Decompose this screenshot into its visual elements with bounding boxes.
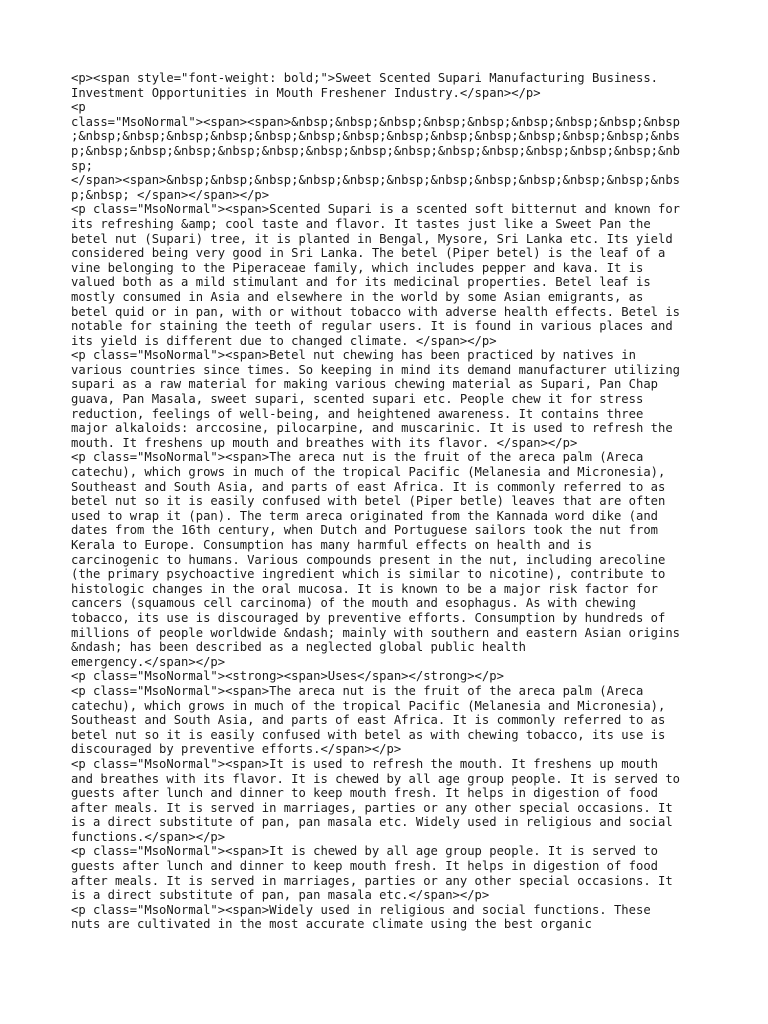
text-line: p;&nbsp; </span></span></p> xyxy=(71,187,270,202)
text-line: Kerala to Europe. Consumption has many harmful effects on health and is xyxy=(71,538,592,552)
text-line: p;&nbsp;&nbsp;&nbsp;&nbsp;&nbsp;&nbsp;&nbsp;&nbsp;&nbsp;&nbsp;&nbsp;&nbsp;&nbsp;&nb xyxy=(71,143,681,158)
text-line: millions of people worldwide &ndash; mainly with southern and eastern Asian origins xyxy=(71,625,681,640)
text-line: <p xyxy=(71,100,86,115)
text-line: after meals. It is served in marriages, parties or any other special occasions. It xyxy=(71,873,673,888)
text-line: guava, Pan Masala, sweet supari, scented supari etc. People chew it for stress xyxy=(71,392,644,407)
text-line: Southeast and South Asia, and parts of east Africa. It is commonly referred to as xyxy=(71,713,666,728)
text-line: guests after lunch and dinner to keep mouth fresh. It helps in digestion of food xyxy=(71,786,658,801)
text-line: notable for staining the teeth of regular users. It is found in various places and xyxy=(71,319,673,334)
text-line: histologic changes in the oral mucosa. It is known to be a major risk factor for xyxy=(71,581,658,596)
text-line: its yield is different due to changed climate. </span></p> xyxy=(71,333,497,348)
text-line: major alkaloids: arccosine, pilocarpine, and muscarinic. It is used to refresh the xyxy=(71,421,673,436)
text-line: Southeast and South Asia, and parts of east Africa. It is commonly referred to as xyxy=(71,479,666,494)
text-line: used to wrap it (pan). The term areca originated from the Kannada word dike (and xyxy=(71,508,658,523)
text-line: its refreshing &amp; cool taste and flavor. It tastes just like a Sweet Pan the xyxy=(71,216,651,231)
text-line: ;&nbsp;&nbsp;&nbsp;&nbsp;&nbsp;&nbsp;&nbsp;&nbsp;&nbsp;&nbsp;&nbsp;&nbsp;&nbsp;&nbs xyxy=(71,129,681,144)
text-line: catechu), which grows in much of the tropical Pacific (Melanesia and Micronesia), xyxy=(71,465,666,480)
text-line: valued both as a mild stimulant and for its medicinal properties. Betel leaf is xyxy=(71,275,651,290)
text-line: tobacco, its use is discouraged by preventive efforts. Consumption by hundreds of xyxy=(71,610,666,625)
document-text xyxy=(71,71,731,932)
text-line: betel quid or in pan, with or without tobacco with adverse health effects. Betel is xyxy=(71,304,681,319)
text-line: is a direct substitute of pan, pan masala etc.</span></p> xyxy=(71,888,490,903)
text-line: (the primary psychoactive ingredient which is similar to nicotine), contribute to xyxy=(71,567,666,582)
text-line: betel nut so it is easily confused with betel (Piper betle) leaves that are often xyxy=(71,494,666,509)
text-line: dates from the 16th century, when Dutch and Portuguese sailors took the nut from xyxy=(71,523,658,538)
text-line: guests after lunch and dinner to keep mouth fresh. It helps in digestion of food xyxy=(71,859,658,874)
text-line: Investment Opportunities in Mouth Freshener Industry.</span></p> xyxy=(71,85,541,100)
text-line: sp; xyxy=(71,158,94,173)
text-line: mostly consumed in Asia and elsewhere in the world by some Asian emigrants, as xyxy=(71,289,644,304)
text-line: is a direct substitute of pan, pan masala etc. Widely used in religious and social xyxy=(71,815,673,830)
text-line: <p class="MsoNormal"><span>Betel nut chewing has been practiced by natives in xyxy=(71,348,636,363)
text-line: &ndash; has been described as a neglected global public health xyxy=(71,640,526,655)
text-line: vine belonging to the Piperaceae family, which includes pepper and kava. It is xyxy=(71,260,644,275)
text-line: mouth. It freshens up mouth and breathes with its flavor. </span></p> xyxy=(71,435,578,450)
text-line: </span><span>&nbsp;&nbsp;&nbsp;&nbsp;&nbsp;&nbsp;&nbsp;&nbsp;&nbsp;&nbsp;&nbsp;&nbs xyxy=(71,173,681,188)
text-line: considered being very good in Sri Lanka. The betel (Piper betel) is the leaf of a xyxy=(71,246,666,261)
text-line: <p class="MsoNormal"><span>The areca nut is the fruit of the areca palm (Areca xyxy=(71,683,644,698)
text-line: <p><span style="font-weight: bold;">Sweet Scented Supari Manufacturing Business. xyxy=(71,71,658,85)
text-line: cancers (squamous cell carcinoma) of the mouth and esophagus. As with chewing xyxy=(71,596,636,611)
text-line: class="MsoNormal"><span><span>&nbsp;&nbsp;&nbsp;&nbsp;&nbsp;&nbsp;&nbsp;&nbsp;&nbsp xyxy=(71,114,681,129)
text-line: betel nut so it is easily confused with betel as with chewing tobacco, its use is xyxy=(71,727,666,742)
text-line: <p class="MsoNormal"><span>It is chewed by all age group people. It is served to xyxy=(71,844,658,859)
text-line: various countries since times. So keeping in mind its demand manufacturer utilizing xyxy=(71,362,681,377)
text-line: <p class="MsoNormal"><span>It is used to refresh the mouth. It freshens up mouth xyxy=(71,756,658,771)
text-line: and breathes with its flavor. It is chewed by all age group people. It is served to xyxy=(71,771,681,786)
text-line: nuts are cultivated in the most accurate climate using the best organic xyxy=(71,917,592,932)
text-line: betel nut (Supari) tree, it is planted in Bengal, Mysore, Sri Lanka etc. Its yield xyxy=(71,231,673,246)
text-line: reduction, feelings of well-being, and heightened awareness. It contains three xyxy=(71,406,644,421)
text-line: supari as a raw material for making various chewing material as Supari, Pan Chap xyxy=(71,377,658,392)
text-line: carcinogenic to humans. Various compounds present in the nut, including arecoline xyxy=(71,552,666,567)
text-line: <p class="MsoNormal"><span>Scented Supari is a scented soft bitternut and known for xyxy=(71,202,681,217)
text-line: catechu), which grows in much of the tropical Pacific (Melanesia and Micronesia), xyxy=(71,698,666,713)
text-line: functions.</span></p> xyxy=(71,829,226,844)
text-line: <p class="MsoNormal"><strong><span>Uses</span></strong></p> xyxy=(71,669,504,684)
text-line: after meals. It is served in marriages, parties or any other special occasions. It xyxy=(71,800,673,815)
text-line: emergency.</span></p> xyxy=(71,654,226,669)
text-line: discouraged by preventive efforts.</span></p> xyxy=(71,742,402,757)
text-line: <p class="MsoNormal"><span>The areca nut is the fruit of the areca palm (Areca xyxy=(71,450,644,465)
text-line: <p class="MsoNormal"><span>Widely used in religious and social functions. These xyxy=(71,902,651,917)
